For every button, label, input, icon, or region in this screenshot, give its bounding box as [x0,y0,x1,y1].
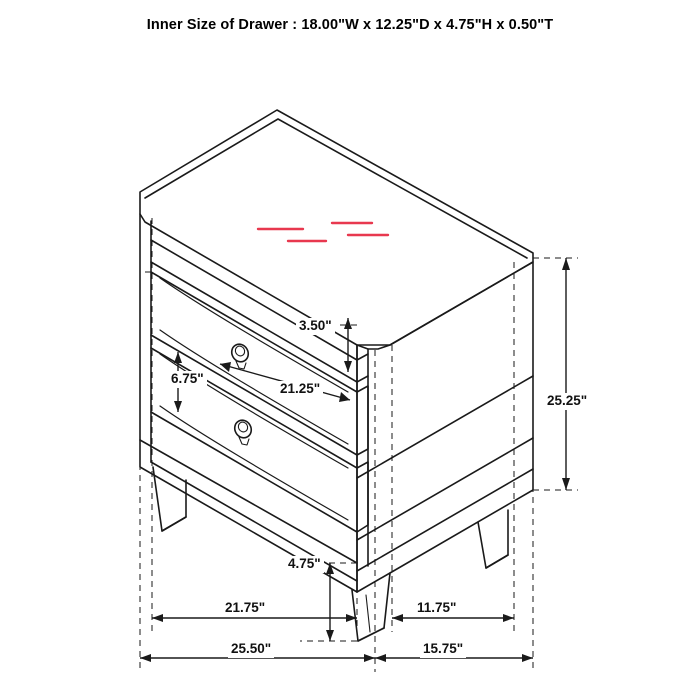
dim-side-depth: 11.75" [414,600,459,617]
drawer-knob-upper [229,341,252,369]
open-shelf [151,240,368,382]
dim-overall-depth: 15.75" [420,641,466,658]
cabinet-top [140,110,533,349]
dim-drawer-stack-height: 6.75" [168,371,207,388]
dimension-arrowheads [140,258,570,662]
left-side-panel [140,214,357,592]
dim-overall-height: 25.25" [544,393,590,410]
dim-drawer-width: 21.25" [277,381,323,398]
dim-leg-height: 4.75" [285,556,324,573]
dim-front-width: 21.75" [222,600,268,617]
top-accent-marks [258,223,388,241]
dim-overall-width: 25.50" [228,641,274,658]
drawer-knob-lower [232,417,255,445]
upper-drawer [151,272,368,455]
page-title: Inner Size of Drawer : 18.00"W x 12.25"D x 4.75"H x 0.50"T [146,17,554,33]
dim-drawer-front-height: 3.50" [296,318,335,335]
front-right-panel [357,262,533,592]
